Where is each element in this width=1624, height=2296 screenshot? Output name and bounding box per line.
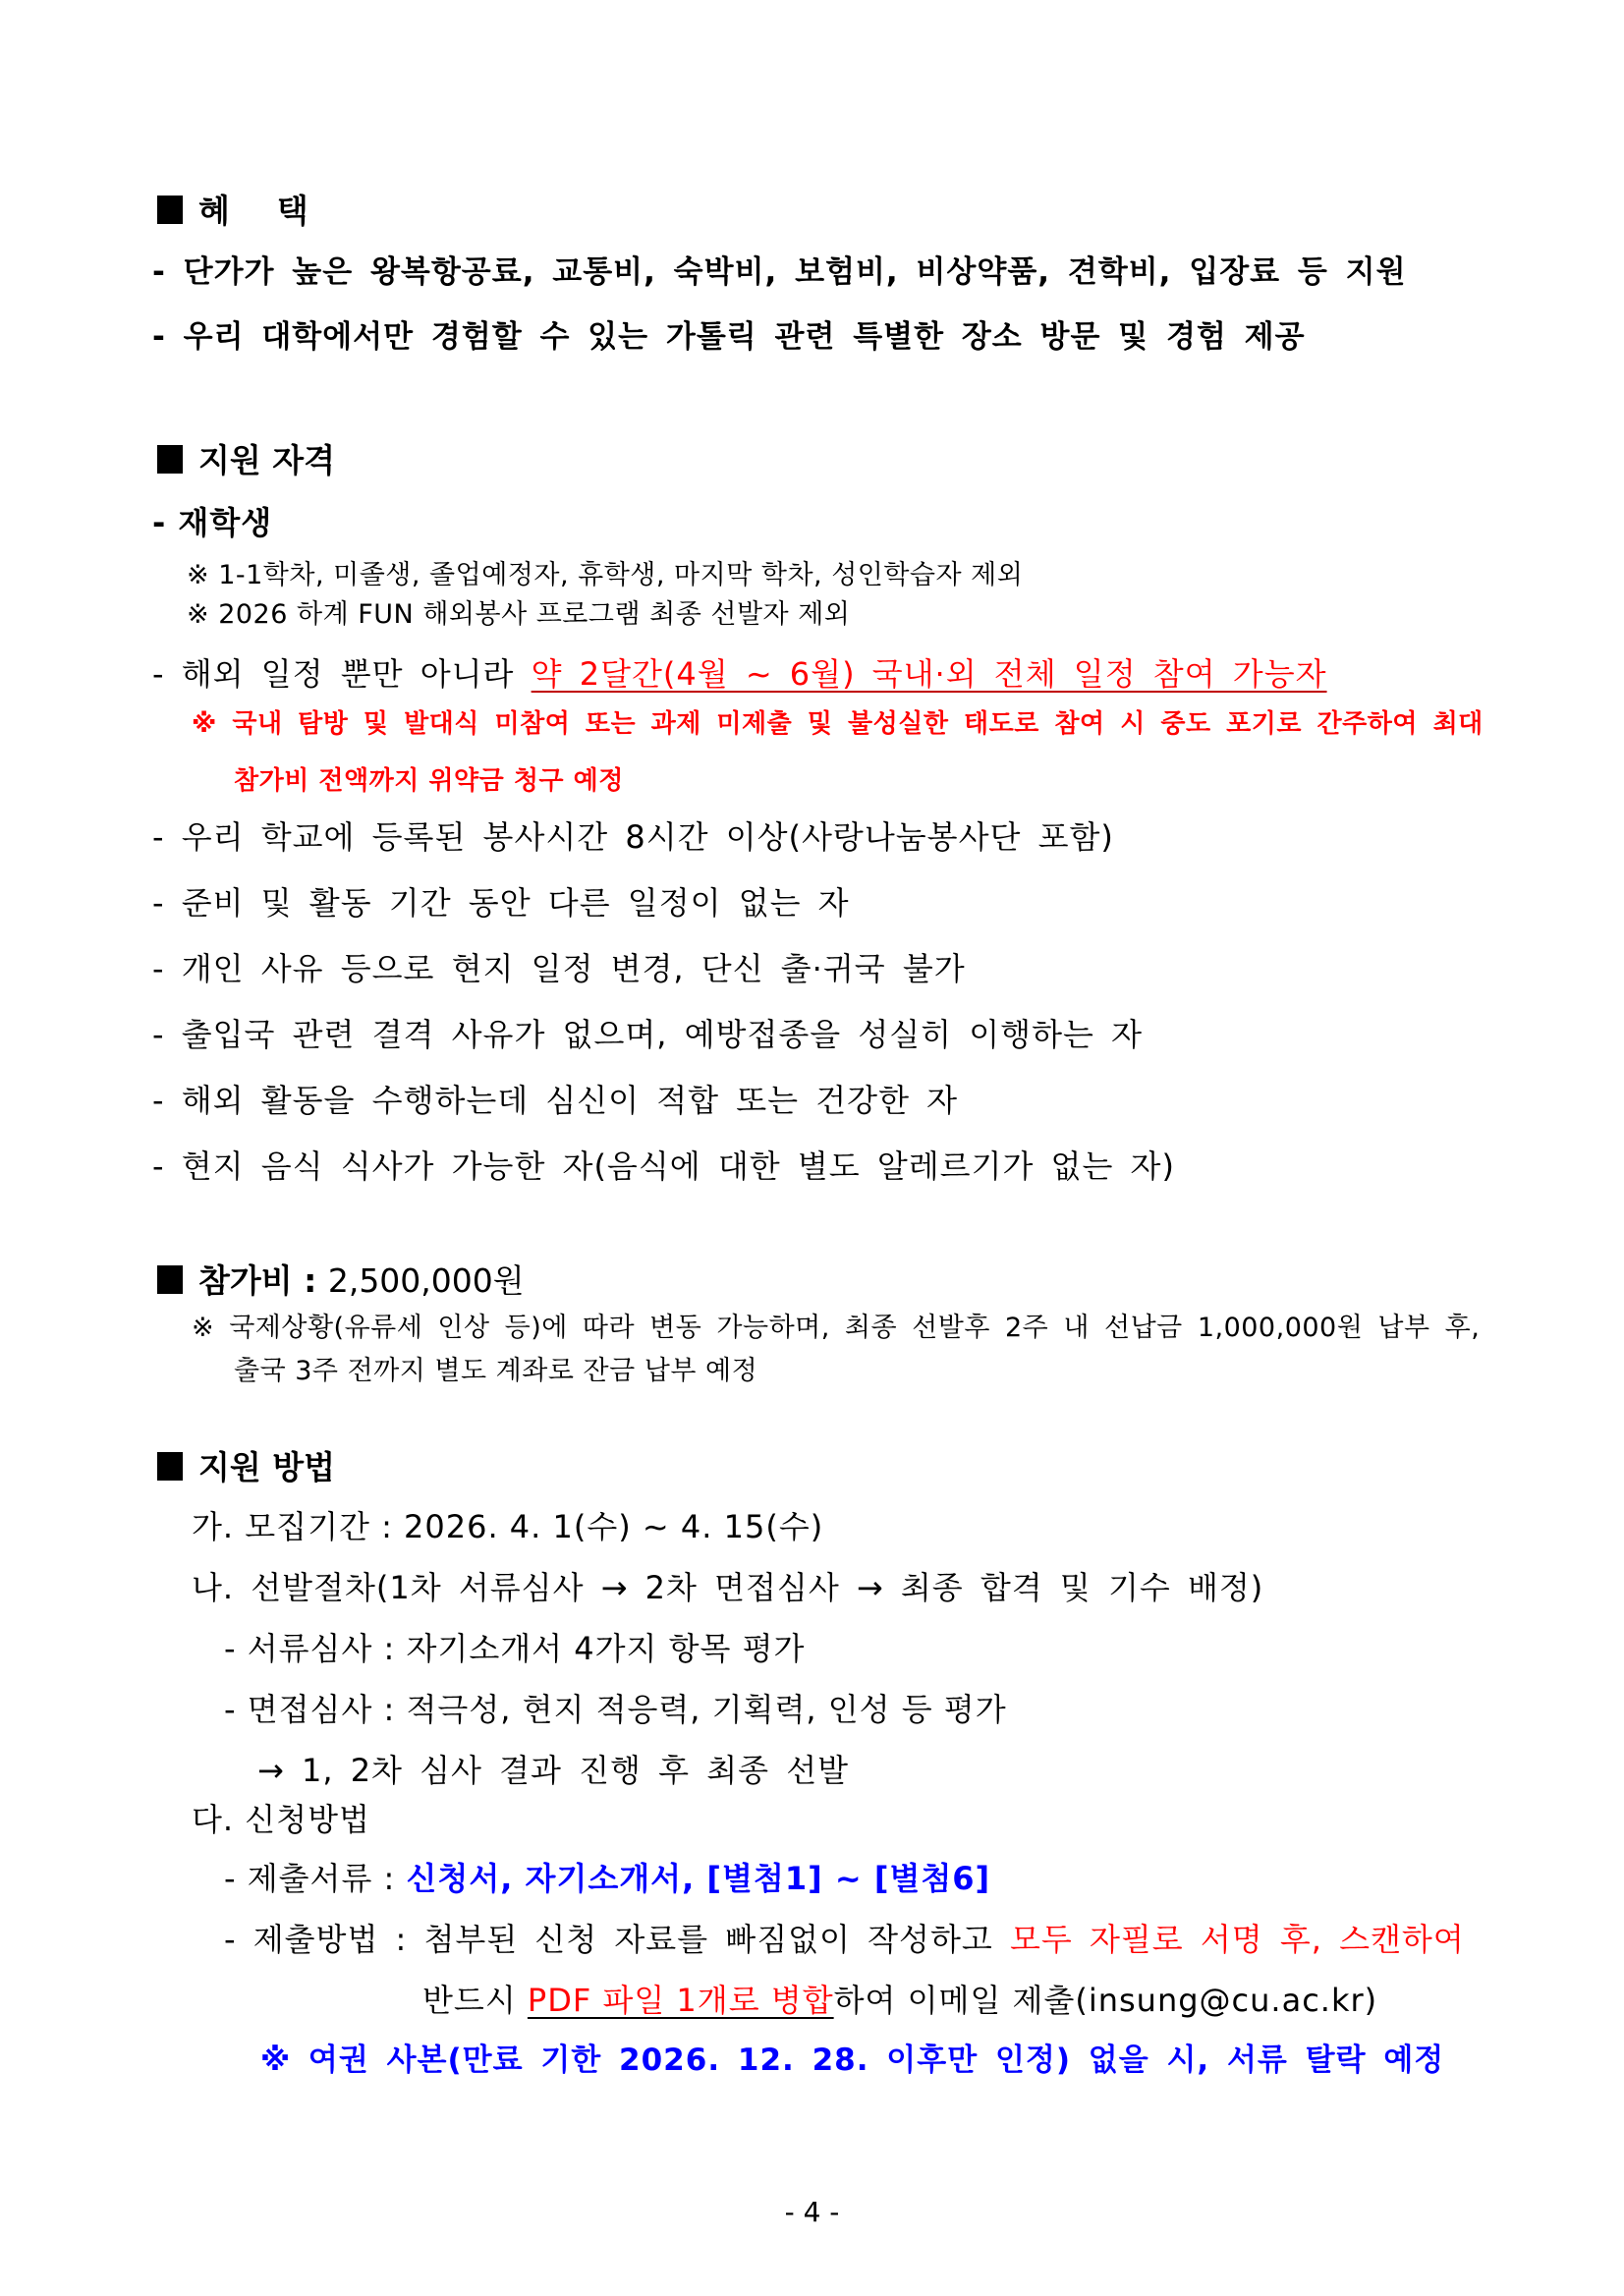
interview-review: - 면접심사 : 적극성, 현지 적응력, 기획력, 인성 등 평가 [224, 1691, 1007, 1728]
document-review: - 서류심사 : 자기소개서 4가지 항목 평가 [224, 1630, 806, 1667]
application-title: 지원 방법 [198, 1448, 336, 1486]
square-bullet-icon [157, 445, 183, 474]
square-bullet-icon [157, 1452, 183, 1481]
square-bullet-icon [157, 196, 183, 224]
fee-title: 참가비 : [198, 1261, 317, 1300]
enrolled-label: - 재학생 [152, 504, 273, 541]
required-documents [224, 1860, 991, 1897]
submission-method-cont [422, 1982, 1378, 2019]
page-number: - 4 - [784, 2196, 840, 2228]
eligibility-item: - 해외 활동을 수행하는데 심신이 적합 또는 건강한 자 [152, 1082, 959, 1119]
eligibility-item: - 우리 학교에 등록된 봉사시간 8시간 이상(사랑나눔봉사단 포함) [152, 818, 1114, 856]
fee-note-cont: 출국 3주 전까지 별도 계좌로 잔금 납부 예정 [234, 1356, 758, 1386]
benefits-title-b: 택 [276, 192, 308, 230]
pdf-merge-highlight: PDF 파일 1개로 병합 [527, 1982, 834, 2019]
eligibility-title: 지원 자격 [198, 441, 336, 479]
enrolled-note: ※ 2026 하계 FUN 해외봉사 프로그램 최종 선발자 제외 [187, 599, 851, 630]
square-bullet-icon [157, 1265, 183, 1294]
documents-value: 신청서, 자기소개서, [별첨1] ~ [별첨6] [406, 1860, 991, 1897]
submission-prefix: 반드시 [422, 1982, 528, 2019]
eligibility-item: - 현지 음식 식사가 가능한 자(음식에 대한 별도 알레르기가 없는 자) [152, 1148, 1175, 1185]
submission-method [224, 1921, 1465, 1958]
benefit-item: - 단가가 높은 왕복항공료, 교통비, 숙박비, 보험비, 비상약품, 견학비, 입장료 등 지원 [152, 254, 1407, 290]
enrolled-note: ※ 1-1학차, 미졸생, 졸업예정자, 휴학생, 마지막 학차, 성인학습자 제외 [187, 560, 1024, 590]
eligibility-item: - 출입국 관련 결격 사유가 없으며, 예방접종을 성실히 이행하는 자 [152, 1016, 1143, 1053]
eligibility-item: - 준비 및 활동 기간 동안 다른 일정이 없는 자 [152, 884, 850, 922]
eligibility-heading [157, 441, 336, 479]
fee-heading [157, 1261, 525, 1300]
penalty-note: ※ 국내 탐방 및 발대식 미참여 또는 과제 미제출 및 불성실한 태도로 참여 시 중도 포기로 간주하여 최대 [192, 709, 1484, 739]
selection-procedure: 나. 선발절차(1차 서류심사 → 2차 면접심사 → 최종 합격 및 기수 배정) [192, 1569, 1264, 1606]
penalty-note-cont: 참가비 전액까지 위약금 청구 예정 [234, 766, 624, 796]
recruitment-period: 가. 모집기간 : 2026. 4. 1(수) ~ 4. 15(수) [192, 1508, 824, 1545]
application-heading [157, 1448, 336, 1486]
fee-note: ※ 국제상황(유류세 인상 등)에 따라 변동 가능하며, 최종 선발후 2주 내 선납금 1,000,000원 납부 후, [192, 1313, 1481, 1343]
documents-label: - 제출서류 : [224, 1860, 407, 1897]
benefits-heading [157, 192, 308, 230]
submission-label: - 제출방법 : 첨부된 신청 자료를 빠짐없이 작성하고 [224, 1921, 1010, 1958]
schedule-prefix: - 해외 일정 뿐만 아니라 [152, 655, 532, 693]
email-submission: 하여 이메일 제출(insung@cu.ac.kr) [833, 1982, 1378, 2019]
benefits-title-a: 혜 [198, 192, 230, 230]
benefit-item: - 우리 대학에서만 경험할 수 있는 가톨릭 관련 특별한 장소 방문 및 경험 제공 [152, 319, 1306, 355]
schedule-highlight: 약 2달간(4월 ~ 6월) 국내·외 전체 일정 참여 가능자 [531, 655, 1327, 693]
passport-note: ※ 여권 사본(만료 기한 2026. 12. 28. 이후만 인정) 없을 시, 서류 탈락 예정 [260, 2043, 1445, 2078]
eligibility-item: - 개인 사유 등으로 현지 일정 변경, 단신 출·귀국 불가 [152, 950, 966, 987]
fee-amount: 2,500,000원 [327, 1261, 525, 1300]
application-method-title: 다. 신청방법 [192, 1801, 370, 1838]
schedule-requirement [152, 655, 1327, 693]
submission-highlight: 모두 자필로 서명 후, 스캔하여 [1009, 1921, 1465, 1958]
final-selection: → 1, 2차 심사 결과 진행 후 최종 선발 [257, 1752, 850, 1789]
